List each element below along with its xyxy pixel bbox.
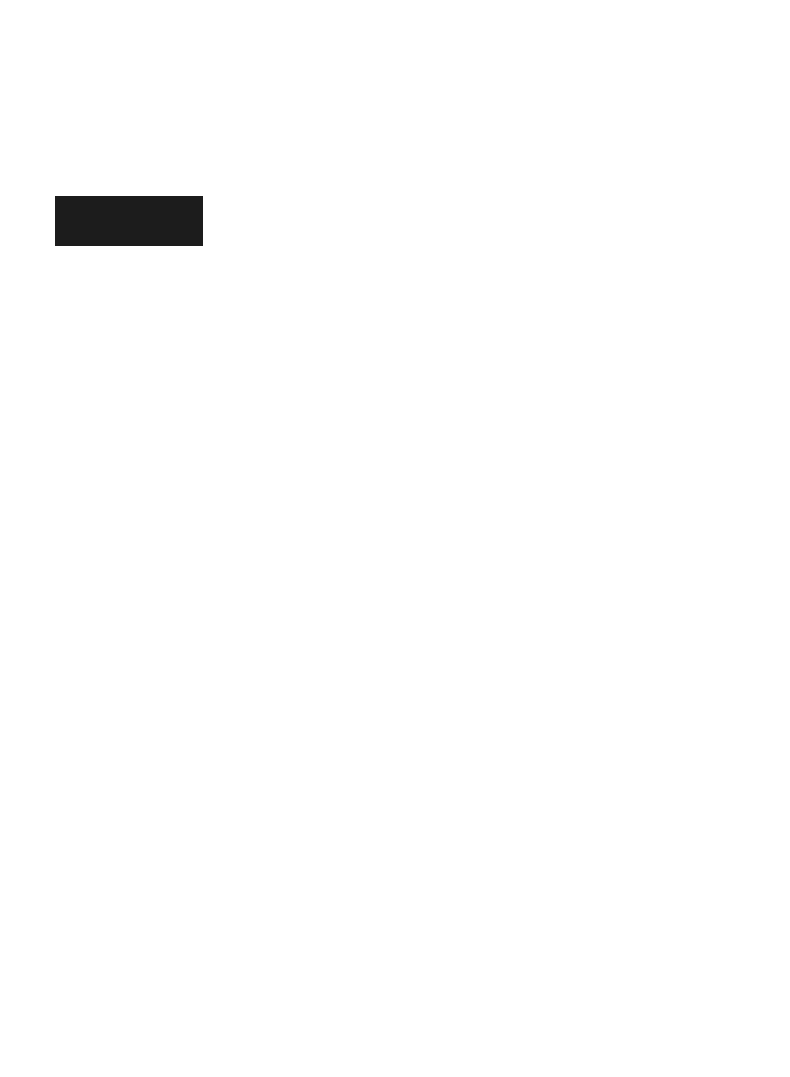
volume-label xyxy=(55,196,203,246)
